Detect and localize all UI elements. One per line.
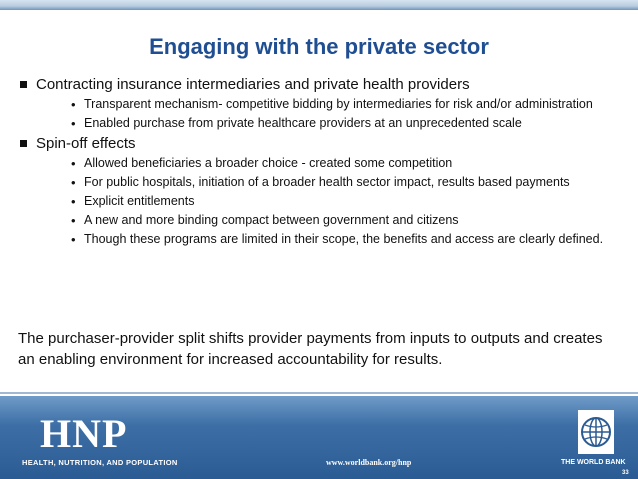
bullet-icon: • xyxy=(71,194,76,209)
list-item xyxy=(70,116,604,131)
square-bullet-icon xyxy=(20,140,27,147)
slide-title: Engaging with the private sector xyxy=(149,34,489,59)
world-bank-globe-icon xyxy=(578,410,614,454)
hnp-logo-subtitle: HEALTH, NUTRITION, AND POPULATION xyxy=(22,458,178,467)
list-item-text: Transparent mechanism- competitive bidding by intermediaries for risk and/or administration xyxy=(84,97,593,111)
list-item xyxy=(70,232,604,247)
list-item-text: Allowed beneficiaries a broader choice - created some competition xyxy=(84,156,453,170)
square-bullet-icon xyxy=(20,81,27,88)
section-heading xyxy=(18,135,618,153)
page-number: 33 xyxy=(622,470,629,476)
section-heading-text: Spin-off effects xyxy=(36,135,136,152)
hnp-logo: HNP xyxy=(40,411,128,456)
list-item-text: For public hospitals, initiation of a broader health sector impact, results based payments xyxy=(84,175,570,189)
footer-url[interactable]: www.worldbank.org/hnp xyxy=(326,458,412,467)
section-heading xyxy=(18,76,618,94)
bullet-icon: • xyxy=(71,97,76,112)
list-item-text: Though these programs are limited in their scope, the benefits and access are clearly defined. xyxy=(84,232,604,246)
bullet-icon: • xyxy=(71,156,76,171)
bullet-icon: • xyxy=(71,116,76,131)
bullet-icon: • xyxy=(71,232,76,247)
slide-content xyxy=(18,76,618,251)
list-item xyxy=(70,213,604,228)
list-item-text: Explicit entitlements xyxy=(84,194,195,208)
section-heading-text: Contracting insurance intermediaries and private health providers xyxy=(36,76,470,93)
list-item xyxy=(70,156,604,171)
list-item xyxy=(70,175,604,190)
list-item xyxy=(70,194,604,209)
footer xyxy=(0,396,638,479)
conclusion-text: The purchaser-provider split shifts provider payments from inputs to outputs and creates an enabling environment for increased accountability for results. xyxy=(18,330,603,368)
top-banner xyxy=(0,0,638,10)
footer-divider xyxy=(0,392,638,394)
bullet-icon: • xyxy=(71,213,76,228)
list-item-text: A new and more binding compact between government and citizens xyxy=(84,213,459,227)
bullet-icon: • xyxy=(71,175,76,190)
list-item-text: Enabled purchase from private healthcare providers at an unprecedented scale xyxy=(84,116,522,130)
world-bank-label: THE WORLD BANK xyxy=(561,459,626,466)
list-item xyxy=(70,97,604,112)
